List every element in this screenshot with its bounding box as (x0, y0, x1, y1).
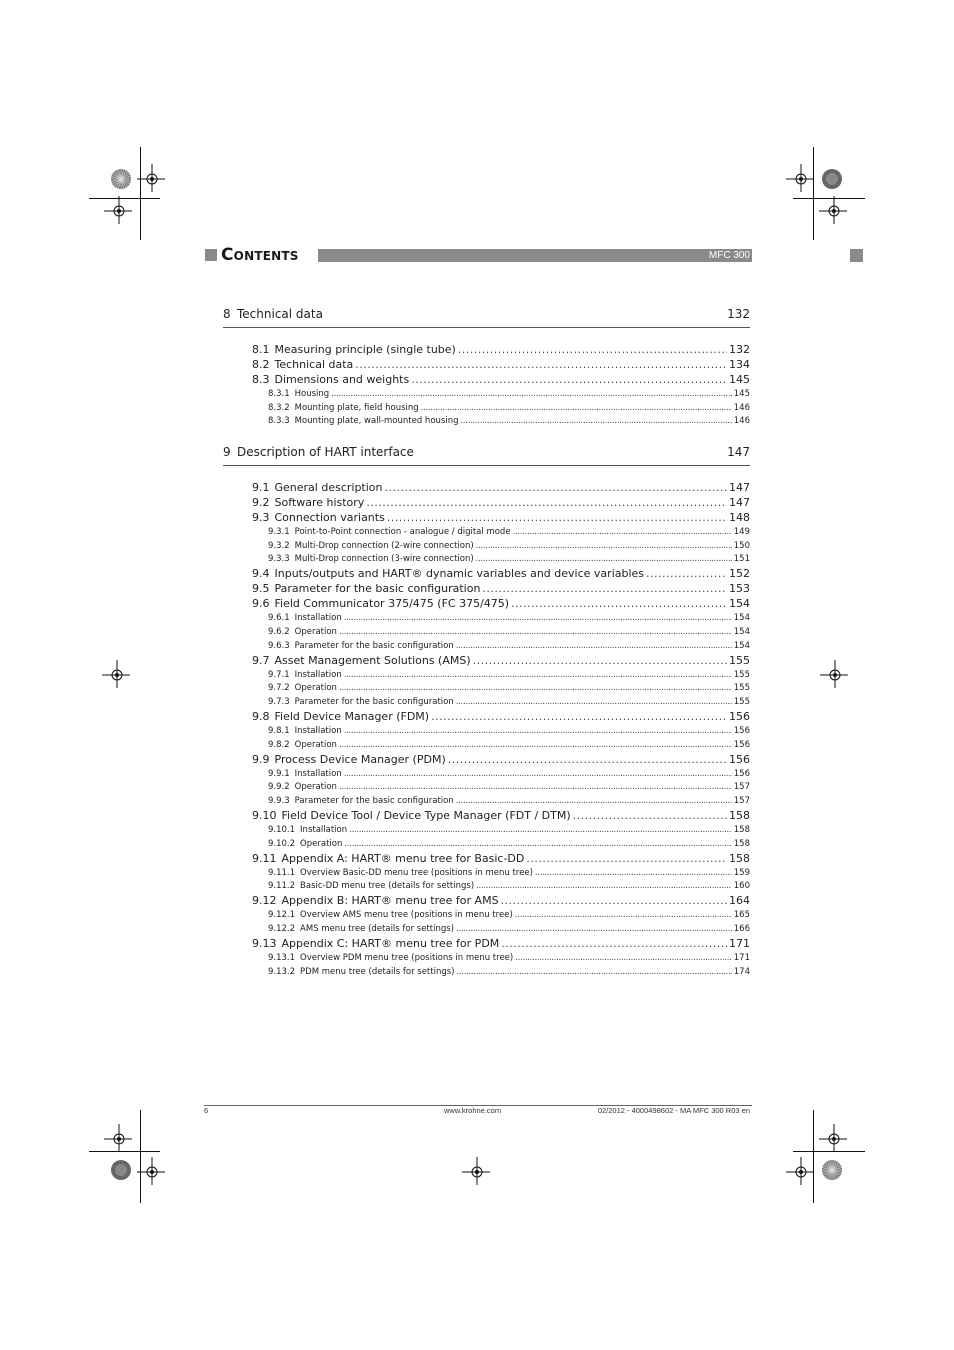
toc-entry-page: 156 (733, 768, 750, 779)
toc-leader-dots (535, 867, 732, 879)
toc-leader-dots (482, 582, 727, 596)
toc-entry[interactable] (0, 553, 954, 567)
toc-entry-page: 146 (733, 416, 750, 427)
toc-entry-number: 9.5 (252, 582, 270, 596)
toc-entry-title: Field Communicator 375/475 (FC 375/475) (274, 597, 510, 611)
toc-entry-page: 156 (733, 726, 750, 736)
toc-leader-dots (501, 937, 727, 951)
toc-entry-page: 134 (729, 358, 750, 371)
toc-leader-dots (476, 540, 732, 552)
toc-entry[interactable] (0, 753, 954, 767)
toc-entry-title: Operation (294, 627, 337, 637)
toc-entry-page: 158 (733, 825, 750, 835)
crop-mark-line (793, 198, 865, 199)
toc-entry-number: 9.10.2 (268, 838, 296, 849)
header-bar (318, 249, 752, 262)
toc-entry[interactable] (0, 373, 954, 387)
toc-entry-title: Inputs/outputs and HART® dynamic variables and device variables (274, 567, 645, 581)
toc-entry-title: Connection variants (274, 511, 385, 524)
toc-leader-dots (344, 669, 732, 681)
toc-entry-page: 166 (733, 924, 750, 934)
toc-entry-number: 9.6.3 (268, 640, 290, 651)
toc-entry-number: 9.11.1 (268, 867, 296, 878)
toc-entry[interactable] (0, 402, 954, 416)
toc-entry-number: 9.8.1 (268, 726, 290, 736)
toc-entry-page: 155 (733, 669, 750, 680)
toc-entry-number: 8.2 (252, 358, 270, 371)
toc-entry[interactable] (0, 852, 954, 866)
toc-leader-dots (344, 612, 732, 624)
toc-leader-dots (448, 753, 727, 767)
toc-entry[interactable] (0, 937, 954, 951)
toc-leader-dots (456, 696, 732, 708)
page-title: Contents (221, 245, 299, 265)
toc-entry-number: 9.13.1 (268, 952, 296, 963)
crop-mark-line (89, 1151, 160, 1152)
toc-entry-number: 9.9.3 (268, 796, 290, 807)
toc-leader-dots (511, 597, 727, 611)
toc-entry-title: Parameter for the basic configuration (294, 640, 454, 651)
toc-entry-title: Multi-Drop connection (2-wire connection) (294, 540, 474, 551)
registration-target-icon (104, 196, 132, 224)
crop-mark-line (89, 198, 160, 199)
toc-entry-title: Asset Management Solutions (AMS) (274, 653, 471, 667)
toc-entry-title: Operation (294, 782, 337, 793)
toc-entry-page: 150 (733, 540, 750, 551)
toc-leader-dots (476, 880, 732, 892)
toc-entry-page: 155 (729, 653, 750, 667)
toc-entry-title: Basic-DD menu tree (details for settings) (300, 881, 475, 892)
toc-entry[interactable] (0, 838, 954, 852)
toc-leader-dots (476, 553, 732, 565)
toc-entry-number: 9.4 (252, 567, 270, 581)
toc-entry[interactable] (0, 654, 954, 668)
toc-entry-title: Overview PDM menu tree (positions in menu tree) (300, 952, 514, 963)
toc-entry-title: Installation (294, 669, 342, 680)
toc-leader-dots (349, 824, 732, 836)
toc-leader-dots (501, 894, 727, 908)
section-title: Technical data (237, 307, 323, 321)
crop-mark-line (140, 147, 141, 240)
section-heading[interactable] (223, 444, 750, 460)
toc-entry[interactable] (0, 567, 954, 581)
toc-entry-number: 9.3 (252, 511, 270, 524)
toc-entry-number: 9.7 (252, 653, 270, 667)
toc-entry[interactable] (0, 923, 954, 937)
registration-target-icon (786, 1157, 814, 1185)
toc-entry-number: 9.12.1 (268, 910, 296, 921)
toc-leader-dots (387, 511, 727, 525)
toc-entry-page: 158 (729, 851, 750, 865)
toc-entry-page: 156 (729, 752, 750, 766)
toc-entry-page: 145 (729, 373, 750, 386)
toc-leader-dots (339, 739, 732, 751)
toc-leader-dots (366, 496, 727, 510)
toc-entry-number: 9.1 (252, 481, 270, 494)
toc-entry-title: Installation (294, 613, 342, 624)
toc-entry-number: 9.3.2 (268, 540, 290, 551)
toc-entry-page: 152 (729, 567, 750, 581)
toc-entry-number: 9.7.2 (268, 683, 290, 694)
registration-target-icon (786, 164, 814, 192)
header-right-block (850, 249, 863, 262)
toc-entry[interactable] (0, 669, 954, 683)
header-doc-code: MFC 300 (708, 250, 750, 261)
toc-entry-number: 9.7.1 (268, 669, 290, 680)
toc-entry-title: Operation (300, 838, 343, 849)
toc-entry[interactable] (0, 867, 954, 881)
toc-entry-title: General description (274, 481, 383, 494)
toc-leader-dots (460, 415, 731, 427)
toc-entry-page: 151 (733, 554, 750, 565)
toc-entry-page: 158 (733, 838, 750, 849)
toc-leader-dots (515, 909, 732, 921)
toc-entry-number: 8.1 (252, 343, 270, 356)
toc-leader-dots (456, 966, 731, 978)
section-title: Description of HART interface (237, 445, 414, 459)
toc-entry-number: 9.8.2 (268, 739, 290, 750)
toc-entry-title: Parameter for the basic configuration (294, 796, 454, 807)
registration-target-icon (137, 164, 165, 192)
toc-entry-number: 8.3 (252, 373, 270, 386)
toc-entry-number: 9.3.3 (268, 554, 290, 565)
toc-entry[interactable] (0, 824, 954, 838)
toc-entry-title: Field Device Manager (FDM) (274, 710, 430, 724)
toc-entry[interactable] (0, 739, 954, 753)
toc-entry-page: 174 (733, 966, 750, 977)
toc-entry-title: Appendix B: HART® menu tree for AMS (281, 894, 499, 908)
section-page: 132 (727, 307, 750, 321)
crop-mark-line (813, 1110, 814, 1203)
footer-reference: 02/2012 - 4000498602 - MA MFC 300 R03 en (597, 1106, 750, 1115)
toc-entry-number: 9.8 (252, 710, 270, 724)
registration-target-icon (137, 1157, 165, 1185)
toc-entry[interactable] (0, 768, 954, 782)
toc-entry[interactable] (0, 809, 954, 823)
toc-leader-dots (339, 781, 732, 793)
toc-entry-number: 9.10.1 (268, 825, 296, 835)
toc-entry-title: Appendix A: HART® menu tree for Basic-DD (281, 851, 525, 865)
toc-entry-title: Parameter for the basic configuration (274, 582, 481, 596)
toc-entry-page: 148 (729, 511, 750, 524)
toc-entry-page: 154 (733, 613, 750, 624)
section-number: 9 (223, 445, 231, 459)
toc-entry[interactable] (0, 710, 954, 724)
toc-leader-dots (385, 481, 727, 495)
toc-entry-title: Technical data (274, 358, 354, 371)
toc-entry-number: 9.13.2 (268, 966, 296, 977)
toc-entry[interactable] (0, 781, 954, 795)
toc-entry-page: 132 (729, 343, 750, 356)
toc-entry-number: 9.12 (252, 894, 277, 908)
section-number: 8 (223, 307, 231, 321)
toc-entry-page: 147 (729, 481, 750, 494)
toc-entry[interactable] (0, 511, 954, 525)
section-rule (223, 465, 750, 466)
registration-target-icon (819, 196, 847, 224)
toc-entry[interactable] (0, 358, 954, 372)
toc-entry-number: 9.3.1 (268, 526, 290, 537)
registration-disc-icon (110, 1159, 132, 1181)
toc-entry[interactable] (0, 388, 954, 402)
toc-entry[interactable] (0, 725, 954, 739)
toc-entry[interactable] (0, 597, 954, 611)
toc-leader-dots (411, 373, 727, 387)
toc-entry-number: 9.9.2 (268, 782, 290, 793)
toc-leader-dots (473, 654, 727, 668)
toc-entry-page: 154 (733, 627, 750, 637)
toc-entry[interactable] (0, 696, 954, 710)
registration-target-icon (102, 660, 130, 688)
toc-entry-number: 9.10 (252, 809, 277, 823)
toc-entry-title: Housing (294, 388, 330, 399)
toc-entry-page: 156 (733, 739, 750, 750)
toc-leader-dots (355, 358, 727, 372)
section-page: 147 (727, 445, 750, 459)
toc-entry-title: Installation (294, 768, 342, 779)
toc-entry-number: 9.9 (252, 752, 270, 766)
toc-entry-page: 146 (733, 402, 750, 413)
toc-entry[interactable] (0, 880, 954, 894)
registration-target-icon (820, 660, 848, 688)
toc-entry-page: 171 (733, 952, 750, 963)
toc-entry[interactable] (0, 966, 954, 980)
toc-entry-page: 160 (733, 881, 750, 892)
toc-entry-page: 153 (729, 582, 750, 596)
toc-entry-number: 9.6 (252, 597, 270, 611)
toc-entry-number: 9.7.3 (268, 697, 290, 708)
toc-entry[interactable] (0, 640, 954, 654)
toc-entry[interactable] (0, 496, 954, 510)
toc-entry-number: 9.6.1 (268, 613, 290, 624)
toc-entry-title: Overview Basic-DD menu tree (positions in menu tree) (300, 867, 533, 878)
crop-mark-line (140, 1110, 141, 1203)
toc-entry-title: Overview AMS menu tree (positions in menu tree) (300, 910, 513, 921)
toc-leader-dots (573, 809, 727, 823)
toc-entry[interactable] (0, 540, 954, 554)
registration-disc-icon (110, 168, 132, 190)
toc-entry-title: Point-to-Point connection - analogue / digital mode (294, 526, 511, 537)
toc-entry-title: Parameter for the basic configuration (294, 697, 454, 708)
toc-entry[interactable] (0, 481, 954, 495)
toc-entry[interactable] (0, 582, 954, 596)
toc-entry-title: Operation (294, 683, 337, 694)
toc-leader-dots (344, 725, 732, 737)
toc-entry-page: 157 (733, 782, 750, 793)
toc-entry-page: 145 (733, 388, 750, 399)
toc-entry-number: 9.6.2 (268, 627, 290, 637)
section-rule (223, 327, 750, 328)
footer-website: www.krohne.com (444, 1106, 502, 1115)
toc-leader-dots (526, 852, 727, 866)
toc-entry[interactable] (0, 612, 954, 626)
toc-leader-dots (431, 710, 727, 724)
toc-entry-title: Mounting plate, field housing (294, 402, 419, 413)
toc-entry-title: Installation (294, 726, 342, 736)
toc-entry-page: 171 (729, 937, 750, 950)
toc-leader-dots (458, 343, 727, 357)
toc-leader-dots (331, 388, 732, 400)
toc-entry-title: Dimensions and weights (274, 373, 410, 386)
toc-leader-dots (344, 768, 732, 780)
registration-target-icon (819, 1124, 847, 1152)
toc-entry[interactable] (0, 682, 954, 696)
toc-entry-page: 165 (733, 910, 750, 921)
toc-entry-title: Mounting plate, wall-mounted housing (294, 416, 459, 427)
toc-entry[interactable] (0, 343, 954, 357)
toc-entry-title: Installation (300, 825, 348, 835)
toc-entry[interactable] (0, 526, 954, 540)
toc-entry-title: Field Device Tool / Device Type Manager (FDT / DTM) (281, 809, 571, 823)
registration-disc-icon (821, 168, 843, 190)
toc-leader-dots (339, 682, 732, 694)
toc-entry-page: 164 (729, 894, 750, 908)
toc-entry-page: 157 (733, 796, 750, 807)
toc-entry-page: 156 (729, 710, 750, 724)
toc-entry-title: Measuring principle (single tube) (274, 343, 456, 356)
toc-entry-number: 9.11.2 (268, 881, 296, 892)
toc-leader-dots (456, 795, 732, 807)
toc-entry-page: 155 (733, 697, 750, 708)
toc-leader-dots (339, 626, 732, 638)
toc-entry-number: 8.3.3 (268, 416, 290, 427)
toc-entry-number: 9.13 (252, 937, 277, 950)
toc-entry-page: 154 (733, 640, 750, 651)
toc-entry-number: 9.12.2 (268, 924, 296, 934)
toc-entry-title: PDM menu tree (details for settings) (300, 966, 455, 977)
toc-leader-dots (513, 526, 732, 538)
toc-entry-number: 9.9.1 (268, 768, 290, 779)
toc-entry-title: Software history (274, 496, 365, 509)
toc-entry-title: AMS menu tree (details for settings) (300, 924, 455, 934)
toc-entry-page: 149 (733, 526, 750, 537)
toc-leader-dots (515, 952, 732, 964)
toc-entry-title: Appendix C: HART® menu tree for PDM (281, 937, 500, 950)
toc-entry-number: 9.11 (252, 851, 277, 865)
toc-entry-number: 9.2 (252, 496, 270, 509)
toc-entry[interactable] (0, 952, 954, 966)
toc-entry[interactable] (0, 894, 954, 908)
toc-entry-page: 155 (733, 683, 750, 694)
toc-leader-dots (344, 838, 731, 850)
toc-leader-dots (456, 923, 732, 935)
toc-entry[interactable] (0, 909, 954, 923)
registration-disc-icon (821, 1159, 843, 1181)
toc-entry-title: Multi-Drop connection (3-wire connection) (294, 554, 474, 565)
toc-entry[interactable] (0, 795, 954, 809)
toc-entry-number: 8.3.1 (268, 388, 290, 399)
toc-entry-title: Operation (294, 739, 337, 750)
toc-entry[interactable] (0, 415, 954, 429)
toc-entry[interactable] (0, 626, 954, 640)
toc-entry-page: 158 (729, 809, 750, 823)
toc-entry-page: 159 (733, 867, 750, 878)
registration-target-icon (462, 1157, 490, 1185)
crop-mark-line (793, 1151, 865, 1152)
header-left-block (205, 249, 217, 261)
toc-entry-number: 8.3.2 (268, 402, 290, 413)
registration-target-icon (104, 1124, 132, 1152)
toc-leader-dots (421, 402, 732, 414)
toc-leader-dots (646, 567, 727, 581)
section-heading[interactable] (223, 306, 750, 322)
toc-entry-page: 147 (729, 496, 750, 509)
toc-leader-dots (456, 640, 732, 652)
crop-mark-line (813, 147, 814, 240)
toc-entry-title: Process Device Manager (PDM) (274, 752, 446, 766)
footer-page-number: 6 (204, 1106, 209, 1115)
toc-entry-page: 154 (729, 597, 750, 611)
